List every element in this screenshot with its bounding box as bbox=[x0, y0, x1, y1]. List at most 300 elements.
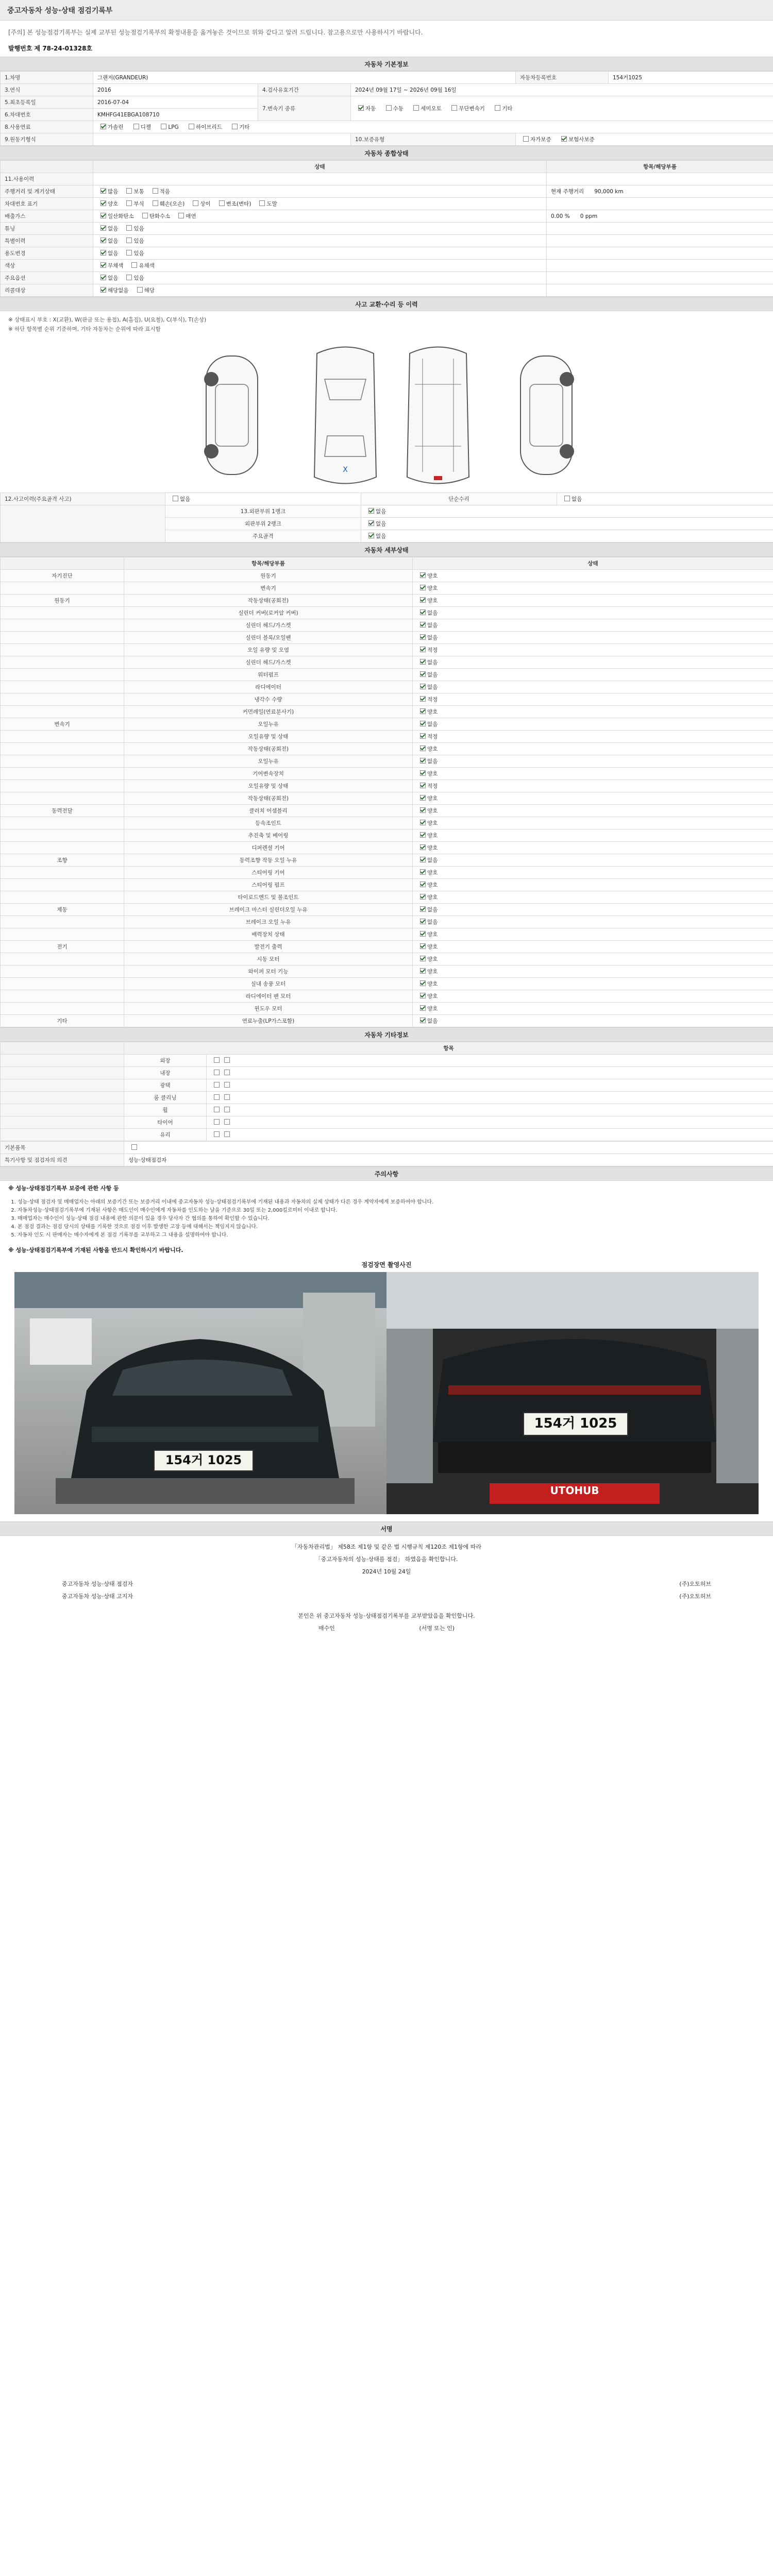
detail-row bbox=[1, 891, 773, 904]
photo-row bbox=[0, 1272, 773, 1514]
detail-item: 오일누유 bbox=[124, 755, 413, 768]
detail-group: 동력전달 bbox=[1, 805, 124, 817]
note-label: 현재 주행거리 bbox=[551, 189, 584, 195]
option-label: 없음 bbox=[108, 226, 119, 232]
checkbox-icon bbox=[100, 200, 106, 206]
option bbox=[123, 274, 144, 282]
detail-state bbox=[413, 792, 773, 805]
detail-group bbox=[1, 965, 124, 978]
general-note bbox=[547, 210, 773, 223]
option-label: 있음 bbox=[133, 238, 144, 244]
general-row bbox=[1, 235, 773, 247]
accident-label: 외판부위 2랭크 bbox=[165, 518, 361, 530]
checkbox-icon bbox=[126, 188, 132, 194]
detail-state bbox=[413, 644, 773, 656]
detail-item: 동력조향 작동 오일 누유 bbox=[124, 854, 413, 867]
checkbox-icon bbox=[137, 287, 143, 293]
detail-row bbox=[1, 792, 773, 805]
state-label: 양호 bbox=[427, 709, 438, 715]
general-note bbox=[547, 260, 773, 272]
detail-item: 기어변속장치 bbox=[124, 768, 413, 780]
label-special: 특기사항 및 점검자의 의견 bbox=[1, 1154, 124, 1166]
other-state bbox=[207, 1129, 773, 1141]
state-label: 양호 bbox=[427, 585, 438, 591]
option bbox=[128, 262, 154, 269]
checkbox-icon bbox=[224, 1094, 230, 1100]
detail-group bbox=[1, 990, 124, 1003]
checkbox-icon bbox=[420, 795, 426, 801]
checkbox-icon bbox=[131, 1144, 137, 1150]
detail-row bbox=[1, 656, 773, 669]
option-label: 탄화수소 bbox=[149, 213, 171, 219]
detail-item: 등속조인트 bbox=[124, 817, 413, 829]
option-label: 없음 bbox=[108, 275, 119, 281]
detail-row bbox=[1, 755, 773, 768]
general-note bbox=[547, 185, 773, 198]
detail-item: 워터펌프 bbox=[124, 669, 413, 681]
other-state bbox=[207, 1092, 773, 1104]
other-state bbox=[207, 1067, 773, 1079]
accident-label: 13.외판부위 1랭크 bbox=[165, 505, 361, 518]
warranty-options: 자가보증 보험사보증 bbox=[516, 133, 773, 146]
photos-title: 점검장면 촬영사진 bbox=[361, 1261, 412, 1268]
option bbox=[139, 212, 171, 220]
detail-item: 작동상태(공회전) bbox=[124, 595, 413, 607]
car-top-view-icon bbox=[314, 347, 376, 484]
label-year: 3.연식 bbox=[1, 84, 93, 96]
detail-state bbox=[413, 607, 773, 619]
sign-line: 「중고자동차의 성능·상태를 점검」 하였음을 확인합니다. bbox=[315, 1556, 458, 1563]
checkbox-icon bbox=[214, 1131, 220, 1137]
checkbox-icon bbox=[420, 758, 426, 764]
detail-item: 오일유량 및 상태 bbox=[124, 731, 413, 743]
other-row bbox=[1, 1129, 773, 1141]
general-label: 특별이력 bbox=[1, 235, 93, 247]
checkbox-icon bbox=[420, 647, 426, 652]
value-car-name: 그랜저(GRANDEUR) bbox=[93, 72, 516, 84]
other-row bbox=[1, 1079, 773, 1092]
detail-state bbox=[413, 681, 773, 693]
label-car-name: 1.차명 bbox=[1, 72, 93, 84]
buyer-sign: (서명 또는 인) bbox=[419, 1625, 455, 1632]
sign-line: 「자동차관리법」 제58조 제1항 및 같은 법 시행규칙 제120조 제1항에 따라 bbox=[291, 1544, 482, 1550]
other-state bbox=[207, 1055, 773, 1067]
detail-row bbox=[1, 743, 773, 755]
detail-state bbox=[413, 867, 773, 879]
option-label: 변조(변타) bbox=[226, 201, 251, 207]
detail-group bbox=[1, 829, 124, 842]
option-label: 있음 bbox=[133, 250, 144, 257]
other-group bbox=[1, 1129, 124, 1141]
checkbox-icon bbox=[420, 783, 426, 788]
car-frame-view-icon bbox=[407, 347, 469, 484]
detail-state bbox=[413, 817, 773, 829]
general-options bbox=[93, 247, 547, 260]
note-value: 0 ppm bbox=[580, 213, 598, 219]
state-label: 없음 bbox=[427, 721, 438, 727]
notes-list bbox=[0, 1195, 773, 1243]
checkbox-icon bbox=[420, 708, 426, 714]
checkbox-icon bbox=[420, 1018, 426, 1023]
option-label: 무채색 bbox=[108, 263, 124, 269]
detail-row bbox=[1, 768, 773, 780]
label-warranty: 10.보증유형 bbox=[351, 133, 516, 146]
checkbox-icon bbox=[214, 1057, 220, 1063]
section-other: 자동차 기타정보 bbox=[0, 1027, 773, 1042]
detail-row bbox=[1, 632, 773, 644]
checkbox-icon bbox=[523, 136, 529, 142]
other-extra-table bbox=[0, 1141, 773, 1166]
detail-row bbox=[1, 644, 773, 656]
col-item: 항목 bbox=[124, 1042, 773, 1055]
note-item: 1. 성능·상태 점검자 및 매매업자는 아래의 보증기간 또는 보증거리 이내에 중고자동차 성능·상태점검기록부에 기재된 내용과 자동차의 실제 상태가 다른 경우 계약자에게 보증하여야 합니다. bbox=[18, 1198, 765, 1207]
car-outline-diagram bbox=[0, 338, 773, 493]
checkbox-icon bbox=[420, 622, 426, 628]
basic-info-table bbox=[0, 71, 773, 146]
checkbox-icon bbox=[561, 136, 567, 142]
detail-item: 브레이크 오일 누유 bbox=[124, 916, 413, 928]
section-basic: 자동차 기본정보 bbox=[0, 57, 773, 71]
other-state bbox=[207, 1116, 773, 1129]
option-label: 있음 bbox=[133, 275, 144, 281]
detail-group bbox=[1, 681, 124, 693]
checkbox-icon bbox=[100, 250, 106, 256]
checkbox-icon bbox=[131, 262, 137, 268]
checkbox-icon bbox=[100, 262, 106, 268]
general-note bbox=[547, 173, 773, 185]
checkbox-icon bbox=[100, 225, 106, 231]
detail-group bbox=[1, 792, 124, 805]
option bbox=[149, 188, 170, 195]
checkbox-icon bbox=[420, 894, 426, 900]
state-label: 없음 bbox=[427, 758, 438, 765]
state-label: 없음 bbox=[427, 659, 438, 666]
buyer-label: 매수인 bbox=[318, 1625, 335, 1632]
detail-group bbox=[1, 916, 124, 928]
detail-group bbox=[1, 780, 124, 792]
checkbox-icon bbox=[100, 238, 106, 243]
detail-row bbox=[1, 817, 773, 829]
general-label: 차대번호 표기 bbox=[1, 198, 93, 210]
detail-state bbox=[413, 805, 773, 817]
checkbox-icon bbox=[214, 1082, 220, 1088]
other-state bbox=[207, 1104, 773, 1116]
option bbox=[149, 200, 185, 208]
detail-item: 연료누출(LP가스포함) bbox=[124, 1015, 413, 1027]
detail-item: 클러치 어셈블리 bbox=[124, 805, 413, 817]
option-label: 보통 bbox=[133, 189, 144, 195]
caution-footer: ※ 성능·상태점검기록부에 기재된 사항을 반드시 확인하시기 바랍니다. bbox=[8, 1247, 183, 1253]
label-basic-items: 기본품목 bbox=[1, 1142, 124, 1154]
general-options bbox=[93, 272, 547, 284]
state-label: 양호 bbox=[427, 795, 438, 802]
detail-row bbox=[1, 904, 773, 916]
state-label: 적정 bbox=[427, 783, 438, 789]
state-label: 양호 bbox=[427, 1006, 438, 1012]
option bbox=[190, 200, 210, 208]
option-label: 적음 bbox=[159, 189, 170, 195]
detail-state bbox=[413, 693, 773, 706]
state-label: 없음 bbox=[427, 857, 438, 863]
detail-state bbox=[413, 570, 773, 582]
general-label: 용도변경 bbox=[1, 247, 93, 260]
checkbox-icon bbox=[368, 533, 374, 538]
option-label: 일산화탄소 bbox=[108, 213, 134, 219]
checkbox-icon bbox=[420, 832, 426, 838]
other-row bbox=[1, 1116, 773, 1129]
detail-row bbox=[1, 879, 773, 891]
checkbox-icon bbox=[495, 105, 500, 111]
state-label: 양호 bbox=[427, 771, 438, 777]
checkbox-icon bbox=[224, 1057, 230, 1063]
checkbox-icon bbox=[420, 745, 426, 751]
seller-label: 중고자동차 성능·상태 고지자 bbox=[62, 1593, 133, 1600]
checkbox-icon bbox=[214, 1119, 220, 1125]
checkbox-icon bbox=[224, 1119, 230, 1125]
detail-group bbox=[1, 743, 124, 755]
general-note bbox=[547, 247, 773, 260]
general-note bbox=[547, 284, 773, 297]
other-row bbox=[1, 1104, 773, 1116]
detail-item: 스티어링 펌프 bbox=[124, 879, 413, 891]
detail-group bbox=[1, 619, 124, 632]
general-row bbox=[1, 272, 773, 284]
detail-item: 커먼레일(연료분사기) bbox=[124, 706, 413, 718]
state-label: 양호 bbox=[427, 993, 438, 999]
checkbox-icon bbox=[224, 1107, 230, 1112]
value-special: 성능·상태점검자 bbox=[124, 1154, 773, 1166]
label-vin: 6.차대번호 bbox=[1, 109, 93, 121]
detail-group: 전기 bbox=[1, 941, 124, 953]
inspector-label: 중고자동차 성능·상태 점검자 bbox=[62, 1581, 133, 1587]
detail-state bbox=[413, 669, 773, 681]
detail-group bbox=[1, 842, 124, 854]
state-label: 적정 bbox=[427, 697, 438, 703]
detail-group bbox=[1, 706, 124, 718]
col-item: 항목/해당부품 bbox=[124, 557, 413, 570]
option-label: 없음 bbox=[108, 238, 119, 244]
detail-group bbox=[1, 879, 124, 891]
note-item: 2. 자동차성능·상태점검기록부에 기재된 사항은 매도인이 매수인에게 자동차를 인도하는 날을 기준으로 30일 또는 2,000킬로미터 이내로 합니다. bbox=[18, 1207, 765, 1215]
checkbox-icon bbox=[420, 696, 426, 702]
detail-group bbox=[1, 607, 124, 619]
detail-row bbox=[1, 582, 773, 595]
label-engine-type: 9.원동기형식 bbox=[1, 133, 93, 146]
label-period: 4.검사유효기간 bbox=[258, 84, 351, 96]
general-row bbox=[1, 260, 773, 272]
general-label: 주요옵션 bbox=[1, 272, 93, 284]
checkbox-icon bbox=[420, 820, 426, 825]
detail-group bbox=[1, 693, 124, 706]
note-value: 90,000 km bbox=[594, 189, 624, 195]
checkbox-icon bbox=[100, 188, 106, 194]
checkbox-icon bbox=[232, 124, 238, 129]
checkbox-icon bbox=[420, 906, 426, 912]
fuel-options: 가솔린 디젤 LPG 하이브리드 기타 bbox=[93, 121, 773, 133]
option-label: 해당없음 bbox=[108, 287, 129, 294]
general-note bbox=[547, 223, 773, 235]
other-item: 내장 bbox=[124, 1067, 207, 1079]
detail-group bbox=[1, 891, 124, 904]
checkbox-icon bbox=[189, 124, 194, 129]
checkbox-icon bbox=[420, 585, 426, 590]
detail-item: 브레이크 마스터 실린더오일 누유 bbox=[124, 904, 413, 916]
value-reg: 154거1025 bbox=[609, 72, 773, 84]
detail-state bbox=[413, 632, 773, 644]
state-label: 없음 bbox=[427, 907, 438, 913]
detail-item: 윈도우 모터 bbox=[124, 1003, 413, 1015]
state-label: 양호 bbox=[427, 969, 438, 975]
checkbox-icon bbox=[368, 508, 374, 514]
detail-group bbox=[1, 768, 124, 780]
general-row bbox=[1, 185, 773, 198]
rear-photo bbox=[386, 1272, 759, 1514]
detail-group: 원동기 bbox=[1, 595, 124, 607]
detail-state bbox=[413, 595, 773, 607]
checkbox-icon bbox=[126, 250, 132, 256]
checkbox-icon bbox=[420, 968, 426, 974]
page-title: 중고자동차 성능·상태 점검기록부 bbox=[0, 0, 773, 21]
license-plate-front: 154거 1025 bbox=[154, 1450, 254, 1471]
detail-group bbox=[1, 978, 124, 990]
detail-row bbox=[1, 607, 773, 619]
checkbox-icon bbox=[420, 931, 426, 937]
checkbox-icon bbox=[178, 213, 184, 218]
detail-group: 제동 bbox=[1, 904, 124, 916]
general-options bbox=[93, 185, 547, 198]
legend bbox=[0, 311, 773, 338]
detail-state bbox=[413, 916, 773, 928]
detail-row bbox=[1, 780, 773, 792]
detail-row bbox=[1, 706, 773, 718]
detail-item: 실린더 커버(로커암 커버) bbox=[124, 607, 413, 619]
state-label: 양호 bbox=[427, 981, 438, 987]
caution-heading: ※ 성능·상태점검기록부 보증에 관한 사항 등 bbox=[8, 1185, 119, 1192]
checkbox-icon bbox=[224, 1082, 230, 1088]
state-label: 양호 bbox=[427, 820, 438, 826]
detail-row bbox=[1, 681, 773, 693]
detail-state bbox=[413, 965, 773, 978]
other-group bbox=[1, 1104, 124, 1116]
state-label: 양호 bbox=[427, 882, 438, 888]
value-vin: KMHFG41EBGA108710 bbox=[93, 109, 258, 121]
checkbox-icon bbox=[224, 1131, 230, 1137]
option bbox=[97, 188, 118, 195]
checkbox-icon bbox=[100, 124, 106, 129]
car-left-side-icon bbox=[204, 356, 258, 474]
state-label: 적정 bbox=[427, 734, 438, 740]
checkbox-icon bbox=[173, 496, 178, 501]
detail-item: 원동기 bbox=[124, 570, 413, 582]
detail-item: 라디에이터 팬 모터 bbox=[124, 990, 413, 1003]
detail-item: 디퍼렌셜 기어 bbox=[124, 842, 413, 854]
other-row bbox=[1, 1092, 773, 1104]
state-label: 양호 bbox=[427, 931, 438, 938]
checkbox-icon bbox=[224, 1070, 230, 1075]
legend-line: ※ 하단 항목별 순위 기준하며, 기타 자동차는 순위에 따라 표시함 bbox=[8, 326, 161, 332]
option bbox=[97, 212, 134, 220]
detail-item: 배력장치 상태 bbox=[124, 928, 413, 941]
checkbox-icon bbox=[161, 124, 166, 129]
general-label: 11.사용이력 bbox=[1, 173, 93, 185]
section-accident: 사고 교환·수리 등 이력 bbox=[0, 297, 773, 311]
state-label: 없음 bbox=[427, 610, 438, 616]
detail-state-table bbox=[0, 557, 773, 1027]
detail-row bbox=[1, 570, 773, 582]
detail-state bbox=[413, 755, 773, 768]
option bbox=[97, 262, 123, 269]
value-year: 2016 bbox=[93, 84, 258, 96]
state-label: 양호 bbox=[427, 956, 438, 962]
detail-item: 추진축 및 베어링 bbox=[124, 829, 413, 842]
detail-state bbox=[413, 582, 773, 595]
value-period: 2024년 09월 17일 ~ 2026년 09월 16일 bbox=[351, 84, 773, 96]
sign-date: 2024년 10월 24일 bbox=[362, 1568, 411, 1575]
checkbox-icon bbox=[420, 721, 426, 726]
detail-group bbox=[1, 928, 124, 941]
general-row bbox=[1, 247, 773, 260]
car-front-image bbox=[14, 1272, 386, 1514]
checkbox-icon bbox=[133, 124, 139, 129]
checkbox-icon bbox=[420, 659, 426, 665]
detail-group: 자기진단 bbox=[1, 570, 124, 582]
general-label: 배출가스 bbox=[1, 210, 93, 223]
detail-state bbox=[413, 731, 773, 743]
detail-group bbox=[1, 867, 124, 879]
option bbox=[97, 249, 118, 257]
col-state: 상태 bbox=[413, 557, 773, 570]
option-label: 매연 bbox=[186, 213, 196, 219]
state-label: 적정 bbox=[427, 647, 438, 653]
brand-banner: UTOHUB bbox=[550, 1484, 599, 1497]
detail-row bbox=[1, 731, 773, 743]
section-general: 자동차 종합상태 bbox=[0, 146, 773, 160]
detail-state bbox=[413, 904, 773, 916]
note-item: 4. 본 점검 결과는 점검 당시의 상태를 기록한 것으로 점검 이후 발생한 고장 등에 대해서는 책임지지 않습니다. bbox=[18, 1223, 765, 1231]
certificate-number: 발행번호 제 78-24-01328호 bbox=[8, 45, 93, 52]
other-row bbox=[1, 1067, 773, 1079]
state-label: 양호 bbox=[427, 598, 438, 604]
detail-state bbox=[413, 941, 773, 953]
checkbox-icon bbox=[214, 1107, 220, 1112]
general-row bbox=[1, 173, 773, 185]
detail-item: 작동상태(공회전) bbox=[124, 792, 413, 805]
other-item: 유리 bbox=[124, 1129, 207, 1141]
detail-item: 작동상태(공회전) bbox=[124, 743, 413, 755]
checkbox-icon bbox=[259, 200, 265, 206]
general-options bbox=[93, 223, 547, 235]
general-row bbox=[1, 284, 773, 297]
detail-row bbox=[1, 1015, 773, 1027]
accident-note: 단순수리 bbox=[361, 493, 557, 505]
detail-item: 실린더 헤드/가스켓 bbox=[124, 656, 413, 669]
detail-row bbox=[1, 693, 773, 706]
other-item: 광택 bbox=[124, 1079, 207, 1092]
general-options bbox=[93, 173, 547, 185]
checkbox-icon bbox=[193, 200, 198, 206]
checkbox-icon bbox=[413, 105, 419, 111]
car-diagram bbox=[0, 338, 773, 493]
other-info-table bbox=[0, 1042, 773, 1141]
detail-row bbox=[1, 829, 773, 842]
detail-state bbox=[413, 619, 773, 632]
detail-item: 발전기 출력 bbox=[124, 941, 413, 953]
checkbox-icon bbox=[420, 572, 426, 578]
other-group bbox=[1, 1067, 124, 1079]
general-options bbox=[93, 210, 547, 223]
detail-item: 스티어링 기어 bbox=[124, 867, 413, 879]
general-row bbox=[1, 198, 773, 210]
